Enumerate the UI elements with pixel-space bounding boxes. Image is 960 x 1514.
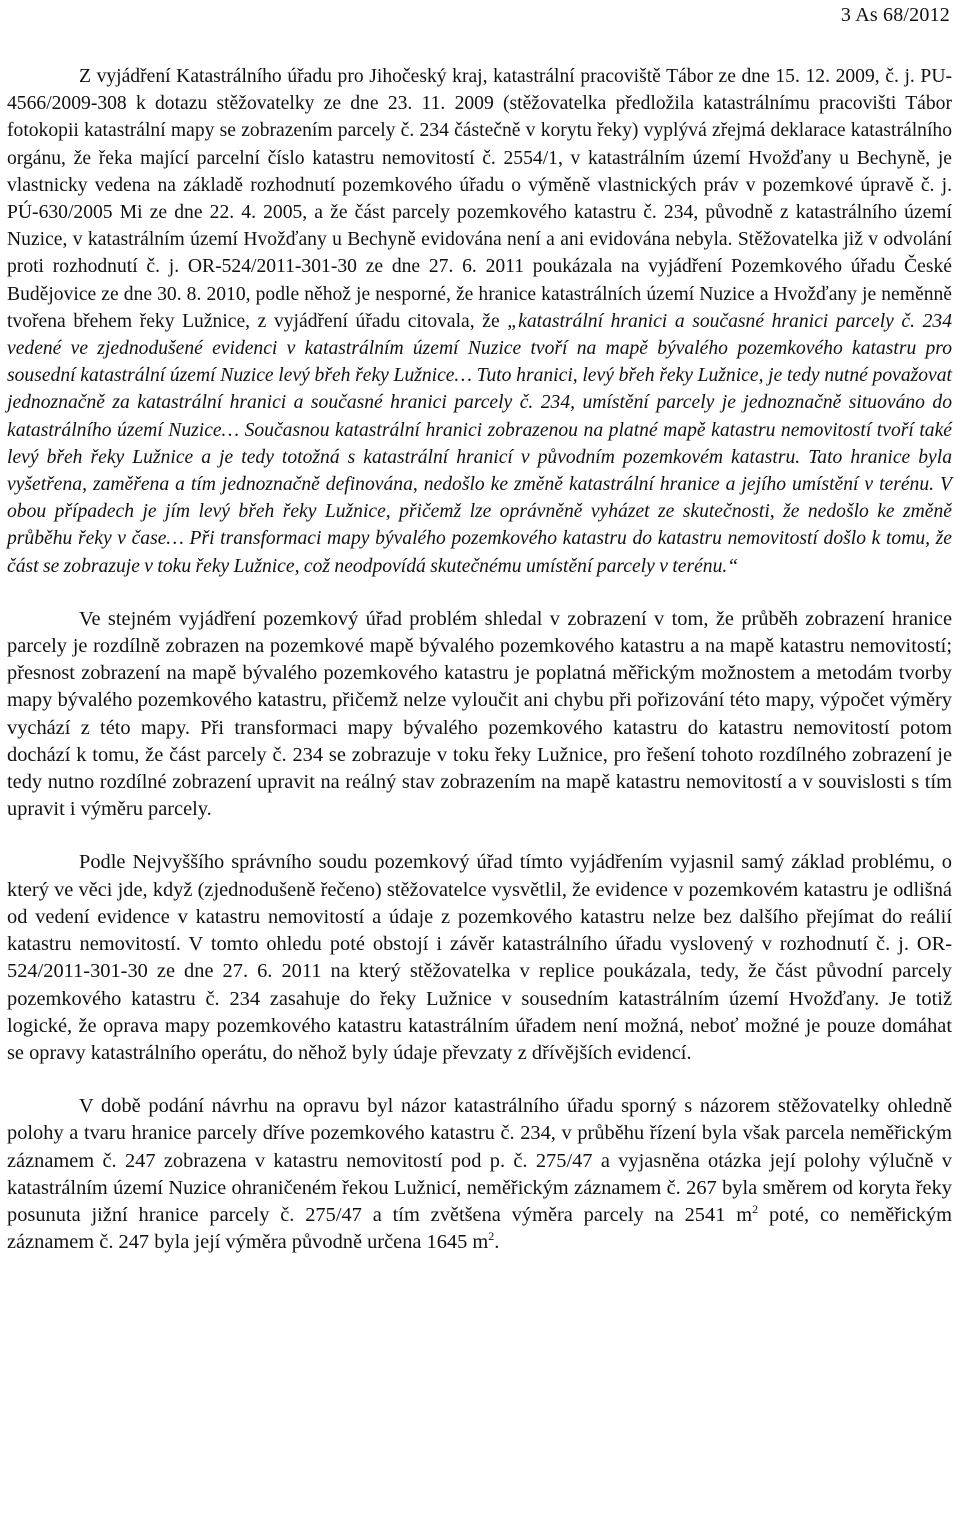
page-header-case-number: 3 As 68/2012: [840, 4, 950, 26]
document-body: [7, 63, 952, 1256]
paragraph-2: Ve stejném vyjádření pozemkový úřad problém shledal v zobrazení v tom, že průběh zobrazení hranice parcely je rozdílně zobrazen na pozemkové mapě bývalého pozemkového katastru a na mapě katastru nemovitostí; přesnost zobrazení na mapě bývalého pozemkového katastru je poplatná měřickým možnostem a metodám tvorby mapy bývalého pozemkového katastru, přičemž nelze vyloučit ani chybu při pořizování této mapy, výpočet výměry vychází z této mapy. Při transformaci mapy bývalého pozemkového katastru do katastru nemovitostí potom dochází k tomu, že část parcely č. 234 se zobrazuje v toku řeky Lužnice, pro řešení tohoto rozdílného zobrazení je tedy nutno rozdílné zobrazení upravit na reálný stav zobrazením na mapě katastru nemovitostí a v souvislosti s tím upravit i výměru parcely.: [7, 607, 952, 821]
paragraph-1-text: Z vyjádření Katastrálního úřadu pro Jihočeský kraj, katastrální pracoviště Tábor ze dne 15. 12. 2009, č. j. PU-4566/2009-308 k dotazu stěžovatelky ze dne 23. 11. 2009 (stěžovatelka předložila katastrálnímu pracovišti Tábor fotokopii katastrální mapy se zobrazením parcely č. 234 částečně v korytu řeky) vyplývá zřejmá deklarace katastrálního orgánu, že řeka mající parcelní číslo katastru nemovitostí č. 2554/1, v katastrálním území Hvožďany u Bechyně, je vlastnicky vedena na základě rozhodnutí pozemkového úřadu o výměně vlastnických práv v pozemkové úpravě č. j. PÚ-630/2005 Mi ze dne 22. 4. 2005, a že část parcely pozemkového katastru č. 234, původně z katastrálního území Nuzice, v katastrálním území Hvožďany u Bechyně evidována není a ani evidována nebyla. Stěžovatelka již v odvolání proti rozhodnutí č. j. OR-524/2011-301-30 ze dne 27. 6. 2011 poukázala na vyjádření Pozemkového úřadu České Budějovice ze dne 30. 8. 2010, podle něhož je nesporné, že hranice katastrálních území Nuzice a Hvožďany je neměnně tvořena břehem řeky Lužnice, z vyjádření úřadu citovala, že: [7, 66, 952, 332]
paragraph-3: Podle Nejvyššího správního soudu pozemkový úřad tímto vyjádřením vyjasnil samý základ problému, o který ve věci jde, když (zjednodušeně řečeno) stěžovatelce vysvětlil, že evidence v pozemkovém katastru je odlišná od vedení evidence v katastru nemovitostí a údaje z pozemkového katastru nelze bez dalšího přejímat do reálií katastru nemovitostí. V tomto ohledu poté obstojí i závěr katastrálního úřadu vyslovený v rozhodnutí č. j. OR-524/2011-301-30 ze dne 27. 6. 2011 na který stěžovatelka v replice poukázala, tedy, že část původní parcely pozemkového katastru č. 234 zasahuje do řeky Lužnice v sousedním katastrálním území Hvožďany. Je totiž logické, že oprava mapy pozemkového katastru katastrálním úřadem není možná, neboť možné je pouze domáhat se opravy katastrálního operátu, do něhož byly údaje převzaty z dřívějších evidencí.: [7, 851, 952, 1064]
quoted-statement: „katastrální hranici a současné hranici parcely č. 234 vedené ve zjednodušené evidenci v katastrálním území Nuzice tvoří na mapě bývalého pozemkového katastru pro sousední katastrální území Nuzice levý břeh řeky Lužnice… Tuto hranici, levý břeh řeky Lužnice, je tedy nutné považovat jednoznačně za katastrální hranici a současné hranici parcely č. 234, umístění parcely je jednoznačně situováno do katastrálního území Nuzice… Současnou katastrální hranici zobrazenou na platné mapě katastru nemovitostí tvoří také levý břeh řeky Lužnice a je tedy totožná s katastrální hranicí v původním pozemkovém katastru. Tato hranice byla vyšetřena, zaměřena a tím jednoznačně definována, nedošlo ke změně katastrální hranice a jejího umístění v terénu. V obou případech je jím levý břeh řeky Lužnice, přičemž lze oprávněně vyházet ze skutečnosti, že nedošlo ke změně průběhu řeky v čase… Při transformaci mapy bývalého pozemkového katastru do katastru nemovitostí došlo k tomu, že část se zobrazuje v toku řeky Lužnice, což neodpovídá skutečnému umístění parcely v terénu.“: [7, 310, 953, 577]
paragraph-4-text-c: .: [494, 1231, 500, 1254]
superscript-square-2: 2: [488, 1229, 495, 1244]
paragraph-1: [7, 63, 952, 580]
paragraph-4-text-b: poté, co neměřickým záznamem č. 247 byla její výměra původně určena 1645 m: [7, 1203, 953, 1254]
superscript-square-1: 2: [752, 1201, 759, 1216]
paragraph-4-text-a: V době podání návrhu na opravu byl názor katastrálního úřadu sporný s názorem stěžovatelky ohledně polohy a tvaru hranice parcely dříve pozemkového katastru č. 234, v průběhu řízení byla však parcela neměřickým záznamem č. 247 zobrazena v katastru nemovitostí pod p. č. 275/47 a vyjasněna otázka její polohy výlučně v katastrálním území Nuzice ohraničeném řekou Lužnicí, neměřickým záznamem č. 267 byla směrem od koryta řeky posunuta jižní hranice parcely č. 275/47 a tím zvětšena výměra parcely na 2541 m: [7, 1095, 952, 1226]
paragraph-4: [7, 1093, 952, 1256]
